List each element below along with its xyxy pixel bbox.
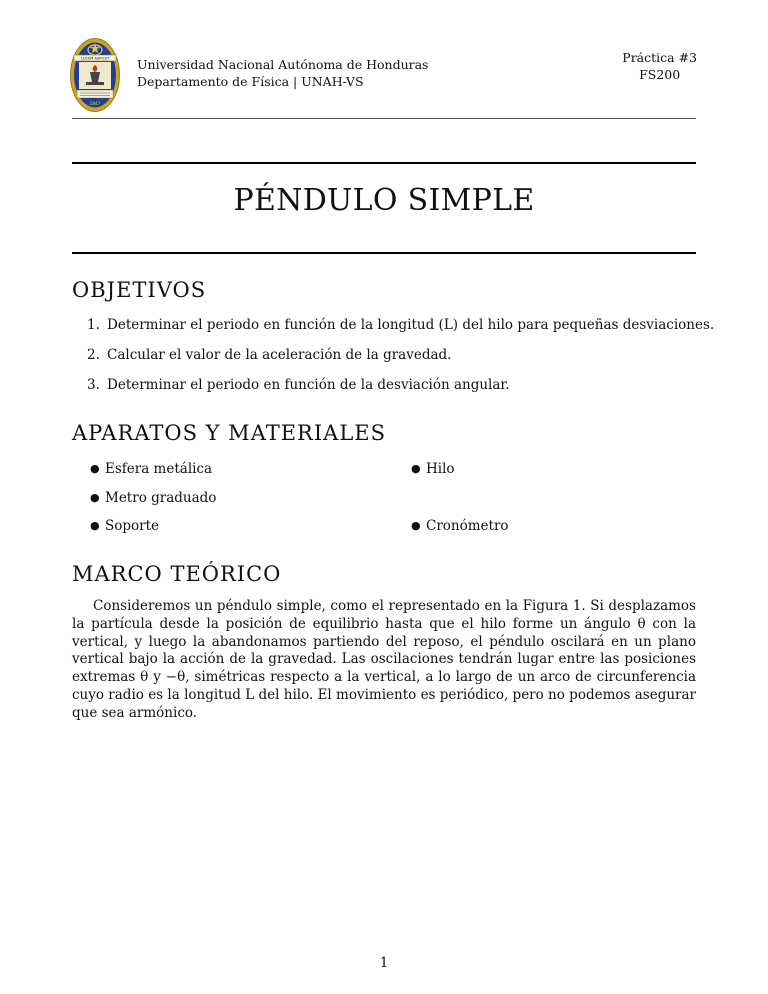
bullet-icon: ● <box>90 491 100 504</box>
bullet-icon: ● <box>411 462 421 475</box>
svg-text:1847: 1847 <box>89 101 101 106</box>
material-item: ● Esfera metálica <box>90 461 213 477</box>
header-divider <box>72 118 696 119</box>
course-code: FS200 <box>639 67 681 82</box>
title-bottom-rule <box>72 252 696 254</box>
material-item: ● Hilo <box>411 461 455 477</box>
practice-number: Práctica #3 <box>622 50 697 65</box>
bullet-icon: ● <box>90 462 100 475</box>
objectives-heading: OBJETIVOS <box>72 278 207 302</box>
svg-text:LUCEM ASPICIO: LUCEM ASPICIO <box>81 56 109 61</box>
objective-item: 3. Determinar el periodo en función de la desviación angular. <box>87 377 510 393</box>
bullet-icon: ● <box>411 519 421 532</box>
title-top-rule <box>72 162 696 164</box>
department-name: Departamento de Física | UNAH-VS <box>137 74 364 89</box>
material-item: ● Soporte <box>90 518 160 534</box>
material-item: ● Metro graduado <box>90 490 217 506</box>
objective-item: 2. Calcular el valor de la aceleración de la gravedad. <box>87 347 452 363</box>
university-seal-logo <box>70 38 120 112</box>
header-practice-info <box>622 49 697 83</box>
theory-paragraph: Consideremos un péndulo simple, como el representado en la Figura 1. Si desplazamos la partícula desde la posición de equilibrio hasta que el hilo forme un ángulo θ con la vertical, y luego la abandonamos partiendo del reposo, el péndulo oscilará en un plano vertical bajo la acción de la gravedad. Las oscilaciones tendrán lugar entre las posiciones extremas θ y −θ, simétricas respecto a la vertical, a lo largo de un arco de circunferencia cuyo radio es la longitud L del hilo. El movimiento es periódico, pero no podemos asegurar que sea armónico. <box>72 598 696 721</box>
theory-heading: MARCO TEÓRICO <box>72 562 282 586</box>
materials-heading: APARATOS Y MATERIALES <box>72 421 386 445</box>
bullet-icon: ● <box>90 519 100 532</box>
objective-item: 1. Determinar el periodo en función de la longitud (L) del hilo para pequeñas desviaciones. <box>87 317 715 333</box>
document-title: PÉNDULO SIMPLE <box>233 183 535 218</box>
header-institution <box>137 56 428 90</box>
university-name: Universidad Nacional Autónoma de Honduras <box>137 57 429 72</box>
page-number: 1 <box>379 955 389 971</box>
material-item: ● Cronómetro <box>411 518 509 534</box>
